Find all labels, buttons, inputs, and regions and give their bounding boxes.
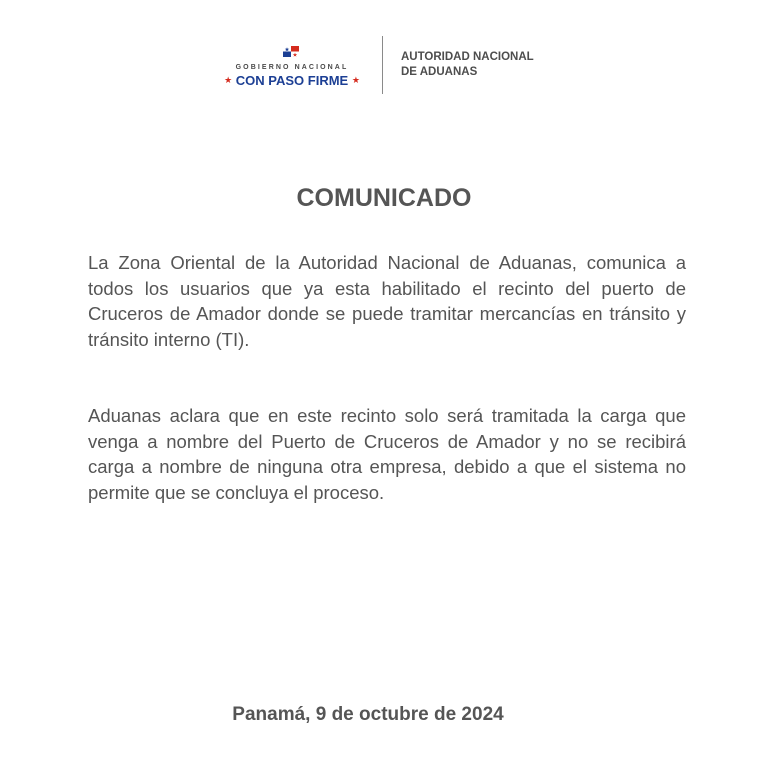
government-top-text: GOBIERNO NACIONAL (235, 64, 349, 71)
slogan-text: CON PASO FIRME (235, 73, 349, 88)
star-icon: ★ (351, 75, 360, 85)
star-icon: ★ (224, 75, 233, 85)
paragraph-2: Aduanas aclara que en este recinto solo será tramitada la carga que venga a nombre del Puerto de Cruceros de Amador y no se recibirá carga a nombre de ninguna otra empresa, debido a que el sistema no permite que se concluya el proceso. (88, 405, 686, 504)
panama-flag-icon (283, 46, 299, 57)
paragraph-1: La Zona Oriental de la Autoridad Nacional de Aduanas, comunica a todos los usuarios que ya esta habilitado el recinto del puerto de Cruceros de Amador donde se puede tramitar mercancías en tránsito y tránsito interno (TI). (88, 252, 686, 351)
document-date: Panamá, 9 de octubre de 2024 (232, 704, 504, 725)
government-logo (218, 44, 366, 88)
government-slogan (218, 73, 366, 88)
document-title: COMUNICADO (296, 184, 472, 212)
authority-name (401, 50, 534, 80)
authority-line-1: AUTORIDAD NACIONAL (401, 51, 534, 63)
header (0, 36, 768, 96)
header-divider (382, 36, 383, 94)
authority-line-2: DE ADUANAS (401, 66, 478, 78)
